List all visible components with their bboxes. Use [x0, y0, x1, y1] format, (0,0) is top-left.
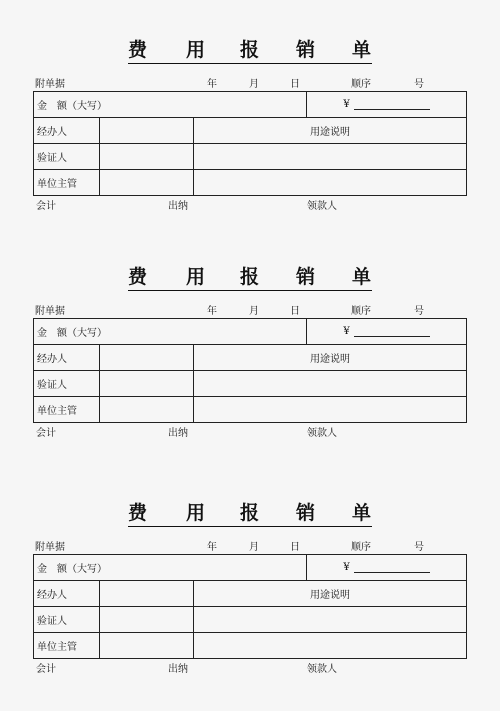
supervisor-label: 单位主管 — [34, 633, 100, 659]
purpose-field-1[interactable] — [194, 607, 467, 633]
expense-form-1 — [0, 38, 500, 248]
expense-table — [33, 91, 467, 196]
title-char: 报 — [240, 502, 260, 524]
signature-line — [0, 663, 500, 677]
title-char: 销 — [296, 266, 316, 288]
attachments-label: 附单据 — [35, 306, 65, 317]
amount-label: 金 额（大写） — [34, 555, 307, 581]
title-char: 销 — [296, 39, 316, 61]
recipient-label: 领款人 — [307, 664, 337, 675]
verifier-field[interactable] — [100, 144, 194, 170]
number-label: 号 — [414, 306, 424, 317]
amount-label: 金 额（大写） — [34, 319, 307, 345]
cashier-label: 出纳 — [168, 664, 188, 675]
expense-table — [33, 554, 467, 659]
title-char: 报 — [240, 39, 260, 61]
cashier-label: 出纳 — [168, 428, 188, 439]
month-label: 月 — [249, 306, 259, 317]
day-label: 日 — [290, 79, 300, 90]
purpose-label: 用途说明 — [194, 345, 467, 371]
supervisor-field[interactable] — [100, 170, 194, 196]
form-meta-line — [0, 305, 500, 319]
supervisor-label: 单位主管 — [34, 397, 100, 423]
year-label: 年 — [207, 542, 217, 553]
verifier-label: 验证人 — [34, 371, 100, 397]
expense-form-2 — [0, 265, 500, 475]
handler-field[interactable] — [100, 581, 194, 607]
expense-table — [33, 318, 467, 423]
amount-field[interactable] — [307, 555, 467, 581]
yen-symbol: ¥ — [343, 326, 350, 337]
recipient-label: 领款人 — [307, 201, 337, 212]
form-meta-line — [0, 541, 500, 555]
amount-blank[interactable] — [354, 326, 430, 337]
accountant-label: 会计 — [36, 664, 56, 675]
month-label: 月 — [249, 542, 259, 553]
amount-field[interactable] — [307, 319, 467, 345]
purpose-field-1[interactable] — [194, 144, 467, 170]
title-char: 报 — [240, 266, 260, 288]
title-char: 费 — [128, 39, 148, 61]
purpose-field-2[interactable] — [194, 633, 467, 659]
supervisor-label: 单位主管 — [34, 170, 100, 196]
day-label: 日 — [290, 542, 300, 553]
verifier-label: 验证人 — [34, 607, 100, 633]
supervisor-field[interactable] — [100, 397, 194, 423]
amount-field[interactable] — [307, 92, 467, 118]
handler-label: 经办人 — [34, 345, 100, 371]
verifier-label: 验证人 — [34, 144, 100, 170]
purpose-field-2[interactable] — [194, 397, 467, 423]
accountant-label: 会计 — [36, 428, 56, 439]
sequence-label: 顺序 — [351, 542, 371, 553]
form-title — [0, 265, 500, 291]
accountant-label: 会计 — [36, 201, 56, 212]
attachments-label: 附单据 — [35, 542, 65, 553]
sequence-label: 顺序 — [351, 79, 371, 90]
title-char: 用 — [186, 502, 206, 524]
expense-form-3 — [0, 501, 500, 711]
verifier-field[interactable] — [100, 371, 194, 397]
month-label: 月 — [249, 79, 259, 90]
signature-line — [0, 200, 500, 214]
handler-label: 经办人 — [34, 118, 100, 144]
title-underline — [128, 290, 372, 291]
yen-symbol: ¥ — [343, 562, 350, 573]
amount-blank[interactable] — [354, 562, 430, 573]
year-label: 年 — [207, 306, 217, 317]
recipient-label: 领款人 — [307, 428, 337, 439]
verifier-field[interactable] — [100, 607, 194, 633]
title-char: 单 — [352, 39, 372, 61]
title-char: 单 — [352, 502, 372, 524]
purpose-field-1[interactable] — [194, 371, 467, 397]
purpose-label: 用途说明 — [194, 581, 467, 607]
handler-field[interactable] — [100, 118, 194, 144]
form-title — [0, 501, 500, 527]
signature-line — [0, 427, 500, 441]
handler-label: 经办人 — [34, 581, 100, 607]
sequence-label: 顺序 — [351, 306, 371, 317]
number-label: 号 — [414, 542, 424, 553]
title-char: 单 — [352, 266, 372, 288]
amount-label: 金 额（大写） — [34, 92, 307, 118]
title-underline — [128, 526, 372, 527]
handler-field[interactable] — [100, 345, 194, 371]
cashier-label: 出纳 — [168, 201, 188, 212]
year-label: 年 — [207, 79, 217, 90]
title-char: 费 — [128, 502, 148, 524]
title-char: 销 — [296, 502, 316, 524]
day-label: 日 — [290, 306, 300, 317]
yen-symbol: ¥ — [343, 99, 350, 110]
purpose-field-2[interactable] — [194, 170, 467, 196]
title-char: 用 — [186, 39, 206, 61]
purpose-label: 用途说明 — [194, 118, 467, 144]
title-char: 用 — [186, 266, 206, 288]
attachments-label: 附单据 — [35, 79, 65, 90]
form-title — [0, 38, 500, 64]
supervisor-field[interactable] — [100, 633, 194, 659]
amount-blank[interactable] — [354, 99, 430, 110]
title-underline — [128, 63, 372, 64]
form-meta-line — [0, 78, 500, 92]
title-char: 费 — [128, 266, 148, 288]
number-label: 号 — [414, 79, 424, 90]
